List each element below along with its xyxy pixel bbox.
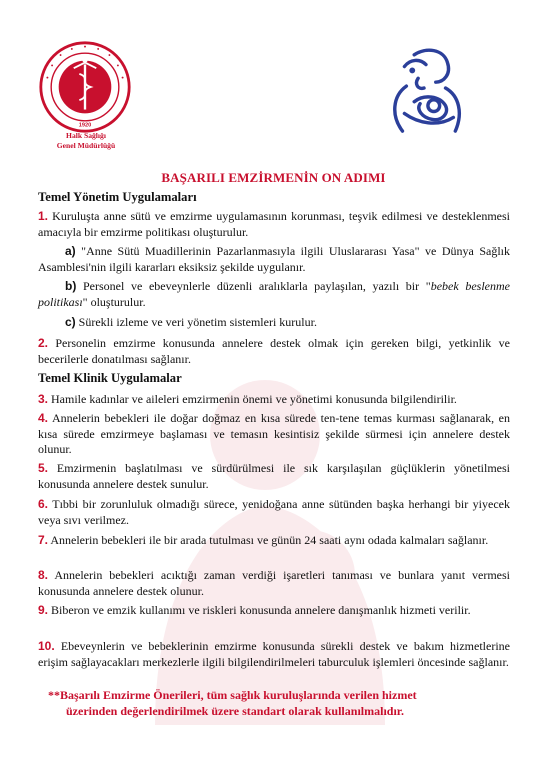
sub-label: b) — [65, 279, 77, 293]
sub-text: Personel ve ebeveynlerle düzenli aralıklarla paylaşılan, yazılı bir " — [76, 279, 431, 293]
step-text: Kuruluşta anne sütü ve emzirme uygulamasının korunması, teşvik edilmesi ve desteklenmesi amacıyla bir emzirme politikası oluşturulur. — [38, 209, 510, 239]
step-text: Personelin emzirme konusunda annelere destek olmak için gereken bilgi, yetkinlik ve becerilerle donatılması sağlanır. — [38, 336, 510, 366]
sub-label: c) — [65, 315, 76, 329]
step-1a — [38, 244, 510, 275]
step-text: Biberon ve emzik kullanımı ve riskleri konusunda annelere danışmanlık hizmeti verilir. — [48, 603, 471, 617]
breastfeeding-mother-icon — [375, 45, 473, 135]
step-number: 2. — [38, 336, 49, 350]
sub-text: "Anne Sütü Muadillerinin Pazarlanmasıyla ilgili Uluslararası Yasa" ve Dünya Sağlık Asamblesi'nin ilgili kararları eksiksiz şekilde uygulanır. — [38, 244, 510, 274]
step-number: 7. — [38, 533, 49, 547]
step-number: 5. — [38, 461, 49, 475]
footer-note-line1: **Başarılı Emzirme Önerileri, tüm sağlık kuruluşlarında verilen hizmet — [48, 688, 417, 702]
page-title: BAŞARILI EMZİRMENİN ON ADIMI — [161, 170, 386, 185]
step-1 — [38, 209, 510, 240]
step-5 — [38, 461, 510, 492]
step-9 — [38, 603, 510, 619]
section-heading-management: Temel Yönetim Uygulamaları — [38, 190, 197, 204]
step-text: Tıbbi bir zorunluluk olmadığı sürece, yenidoğana anne sütünden başka herhangi bir yiyecek veya sıvı verilmez. — [38, 497, 510, 527]
footer-note-line2: üzerinden değerlendirilmek üzere standart olarak kullanılmalıdır. — [66, 703, 405, 718]
ministry-seal-logo — [38, 40, 132, 134]
step-text: Annelerin bebekleri acıktığı zaman verdiği işaretleri tanıması ve bunlara yanıt vermesi konusunda annelere destek olunur. — [38, 568, 510, 598]
step-1b — [38, 279, 510, 310]
footer-note — [48, 688, 506, 719]
step-3 — [38, 392, 510, 408]
section-heading-clinical: Temel Klinik Uygulamalar — [38, 371, 182, 385]
sub-label: a) — [65, 244, 76, 258]
ministry-line2: Genel Müdürlüğü — [56, 140, 116, 150]
step-number: 8. — [38, 568, 49, 582]
step-number: 3. — [38, 392, 49, 406]
step-7 — [38, 533, 510, 549]
ministry-line1: Halk Sağlığı — [66, 131, 106, 140]
step-text: Emzirmenin başlatılması ve sürdürülmesi ile sık karşılaşılan güçlüklerin yönetilmesi konusunda annelere destek sunulur. — [38, 461, 510, 491]
seal-year: 1920 — [78, 122, 92, 129]
step-1c — [38, 315, 510, 331]
step-number: 10. — [38, 639, 55, 653]
step-4 — [38, 411, 510, 458]
step-text: Annelerin bebekleri ile bir arada tutulması ve günün 24 saati aynı odada kalmaları sağlanır. — [48, 533, 489, 547]
step-text: Ebeveynlerin ve bebeklerinin emzirme konusunda sürekli destek ve bakım hizmetlerine erişim sağlayacakları merkezlerle ilgili bilgilendirilmeleri taburculuk işlemleri öncesinde sağlanır. — [38, 639, 510, 669]
step-10 — [38, 639, 510, 670]
step-text: Annelerin bebekleri ile doğar doğmaz en kısa sürede ten-tene temas kurması sağlanarak, en kısa sürede emzirmeye başlaması ve temasın kesintisiz şekilde sürmesi için annelere destek olunur. — [38, 411, 510, 456]
step-8 — [38, 568, 510, 599]
step-2 — [38, 336, 510, 367]
sub-text: Sürekli izleme ve veri yönetim sistemleri kurulur. — [75, 315, 317, 329]
step-number: 6. — [38, 497, 49, 511]
step-6 — [38, 497, 510, 528]
sub-italic: bebek beslenme politikası — [38, 279, 510, 309]
step-number: 1. — [38, 209, 49, 223]
step-text: Hamile kadınlar ve aileleri emzirmenin önemi ve yönetimi konusunda bilgilendirilir. — [48, 392, 457, 406]
step-number: 9. — [38, 603, 49, 617]
step-number: 4. — [38, 411, 49, 425]
ministry-label — [30, 131, 142, 150]
sub-text-end: " oluşturulur. — [82, 294, 146, 309]
